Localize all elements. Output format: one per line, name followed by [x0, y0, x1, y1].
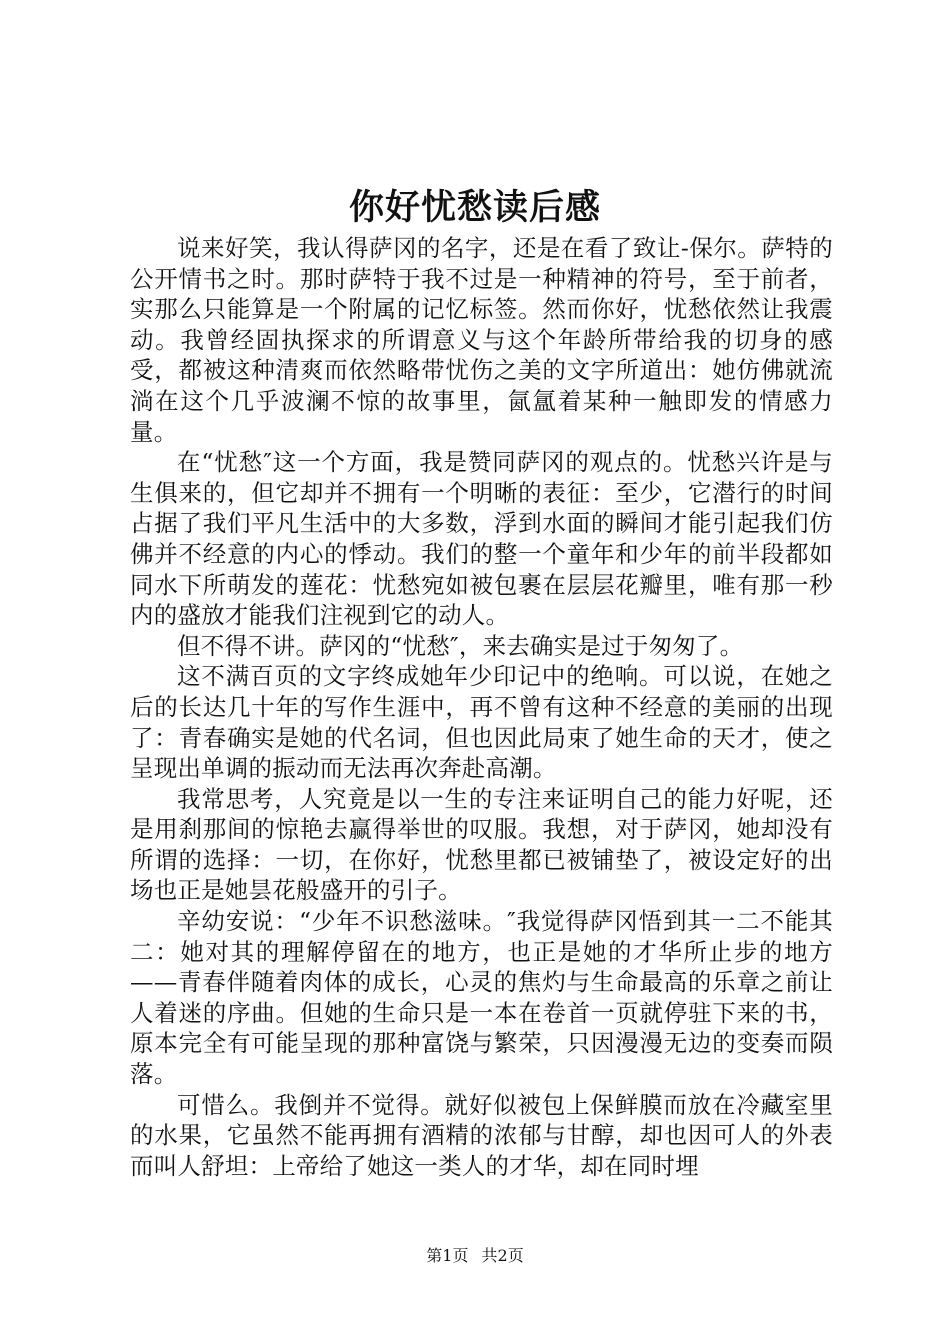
paragraph-5: 我常思考，人究竟是以一生的专注来证明自己的能力好呢，还是用刹那间的惊艳去赢得举世的叹服。我想，对于萨冈，她却没有所谓的选择：一切，在你好，忧愁里都已被铺垫了，被设定好的出场也正是她昙花般盛开的引子。 — [130, 784, 833, 905]
document-title: 你好忧愁读后感 — [348, 187, 601, 228]
paragraph-6: 辛幼安说：“少年不识愁滋味。″我觉得萨冈悟到其一二不能其二：她对其的理解停留在的地方，也正是她的才华所止步的地方——青春伴随着肉体的成长，心灵的焦灼与生命最高的乐章之前让人着迷的序曲。但她的生命只是一本在卷首一页就停驻下来的书，原本完全有可能呈现的那种富饶与繁荣，只因漫漫无边的变奏而陨落。 — [130, 907, 833, 1089]
document-body — [130, 233, 833, 1181]
paragraph-1: 说来好笑，我认得萨冈的名字，还是在看了致让-保尔。萨特的公开情书之时。那时萨特于我不过是一种精神的符号，至于前者，实那么只能算是一个附属的记忆标签。然而你好，忧愁依然让我震动。我曾经固执探求的所谓意义与这个年龄所带给我的切身的感受，都被这种清爽而依然略带忧伤之美的文字所道出：她仿佛就流淌在这个几乎波澜不惊的故事里，氤氲着某种一触即发的情感力量。 — [130, 234, 833, 446]
page-number: 第1页 — [426, 1246, 469, 1265]
total-pages: 共2页 — [481, 1246, 524, 1265]
paragraph-7: 可惜么。我倒并不觉得。就好似被包上保鲜膜而放在冷藏室里的水果，它虽然不能再拥有酒精的浓郁与甘醇，却也因可人的外表而叫人舒坦：上帝给了她这一类人的才华，却在同时埋 — [130, 1090, 833, 1180]
paragraph-4: 这不满百页的文字终成她年少印记中的绝响。可以说，在她之后的长达几十年的写作生涯中，再不曾有这种不经意的美丽的出现了：青春确实是她的代名词，但也因此局束了她生命的天才，使之呈现出单调的振动而无法再次奔赴高潮。 — [130, 662, 833, 783]
paragraph-2: 在“忧愁″这一个方面，我是赞同萨冈的观点的。忧愁兴许是与生俱来的，但它却并不拥有一个明晰的表征：至少，它潜行的时间占据了我们平凡生活中的大多数，浮到水面的瞬间才能引起我们仿佛并不经意的内心的悸动。我们的整一个童年和少年的前半段都如同水下所萌发的莲花：忧愁宛如被包裹在层层花瓣里，唯有那一秒内的盛放才能我们注视到它的动人。 — [130, 448, 833, 630]
page-footer — [0, 1245, 950, 1267]
paragraph-3: 但不得不讲。萨冈的“忧愁″，来去确实是过于匆匆了。 — [177, 631, 744, 660]
